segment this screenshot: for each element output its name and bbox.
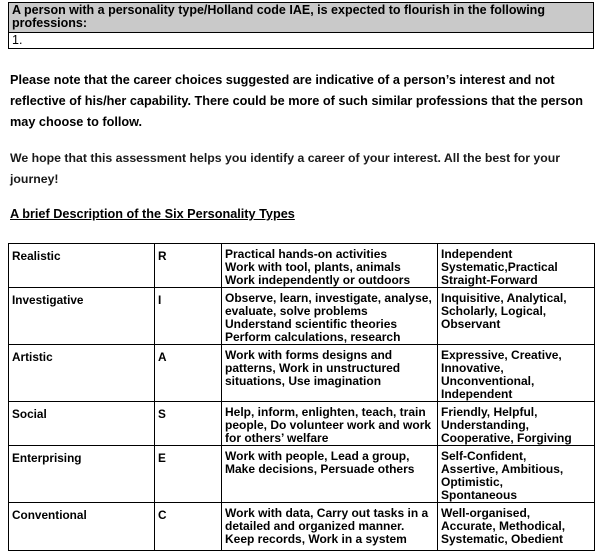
type-traits bbox=[438, 503, 595, 551]
closing-message: We hope that this assessment helps you identify a career of your interest. All the best for your journey! bbox=[10, 151, 561, 186]
type-traits bbox=[438, 244, 595, 288]
activity-line: Keep records, Work in a system bbox=[225, 532, 407, 546]
type-activities bbox=[222, 503, 438, 551]
activity-line: situations, Use imagination bbox=[225, 374, 382, 388]
activity-line: patterns, Work in unstructured bbox=[225, 361, 401, 375]
activity-line: Understand scientific theories bbox=[225, 317, 398, 331]
trait-line: Assertive, Ambitious, bbox=[441, 462, 564, 476]
type-activities bbox=[222, 446, 438, 503]
type-letter: A bbox=[155, 345, 222, 402]
trait-line: Accurate, Methodical, bbox=[441, 519, 566, 533]
type-name: Enterprising bbox=[9, 446, 155, 503]
personality-type-row bbox=[9, 244, 595, 288]
type-letter: C bbox=[155, 503, 222, 551]
professions-table bbox=[8, 2, 594, 49]
activity-line: Help, inform, enlighten, teach, train bbox=[225, 405, 426, 419]
trait-line: Friendly, Helpful, bbox=[441, 405, 538, 419]
header-title-prefix: A person with a personality type/Holland code bbox=[12, 3, 290, 17]
type-letter: S bbox=[155, 402, 222, 446]
activity-line: evaluate, solve problems bbox=[225, 304, 368, 318]
type-traits bbox=[438, 402, 595, 446]
activity-line: Make decisions, Persuade others bbox=[225, 462, 415, 476]
profession-row-1: 1. bbox=[9, 33, 594, 49]
personality-type-row bbox=[9, 503, 595, 551]
disclaimer-note: Please note that the career choices suggested are indicative of a person’s interest and not reflective of his/her capability. There could be more of such similar professions that the person may choose to follow. bbox=[10, 73, 583, 129]
type-letter: E bbox=[155, 446, 222, 503]
type-name: Artistic bbox=[9, 345, 155, 402]
trait-line: Spontaneous bbox=[441, 488, 518, 502]
type-traits bbox=[438, 345, 595, 402]
type-traits bbox=[438, 288, 595, 345]
type-name: Investigative bbox=[9, 288, 155, 345]
activity-line: Work with forms designs and bbox=[225, 348, 393, 362]
trait-line: Optimistic, bbox=[441, 475, 504, 489]
trait-line: Self-Confident, bbox=[441, 449, 527, 463]
type-letter: R bbox=[155, 244, 222, 288]
trait-line: Independent bbox=[441, 247, 513, 261]
trait-line: Innovative, bbox=[441, 361, 504, 375]
activity-line: detailed and organized manner. bbox=[225, 519, 405, 533]
trait-line: Observant bbox=[441, 317, 501, 331]
trait-line: Systematic,Practical bbox=[441, 260, 558, 274]
type-name: Realistic bbox=[9, 244, 155, 288]
activity-line: Work with tool, plants, animals bbox=[225, 260, 401, 274]
activity-line: Work independently or outdoors bbox=[225, 273, 411, 287]
activity-line: Observe, learn, investigate, analyse, bbox=[225, 291, 432, 305]
trait-line: Well-organised, bbox=[441, 506, 531, 520]
personality-types-table bbox=[8, 243, 595, 551]
trait-line: Understanding, bbox=[441, 418, 530, 432]
professions-header bbox=[9, 3, 594, 33]
trait-line: Cooperative, Forgiving bbox=[441, 431, 572, 445]
personality-type-row bbox=[9, 402, 595, 446]
activity-line: for others’ welfare bbox=[225, 431, 329, 445]
holland-code: IAE bbox=[289, 3, 311, 17]
personality-type-row bbox=[9, 288, 595, 345]
trait-line: Independent bbox=[441, 387, 513, 401]
trait-line: Systematic, Obedient bbox=[441, 532, 564, 546]
header-title-suffix: , is expected to flourish in the following bbox=[310, 3, 545, 17]
type-name: Conventional bbox=[9, 503, 155, 551]
trait-line: Straight-Forward bbox=[441, 273, 538, 287]
activity-line: people, Do volunteer work and work bbox=[225, 418, 432, 432]
type-letter: I bbox=[155, 288, 222, 345]
activity-line: Perform calculations, research bbox=[225, 330, 401, 344]
trait-line: Inquisitive, Analytical, bbox=[441, 291, 567, 305]
header-title-line2: professions: bbox=[12, 16, 88, 30]
personality-type-row bbox=[9, 446, 595, 503]
type-activities bbox=[222, 288, 438, 345]
activity-line: Work with people, Lead a group, bbox=[225, 449, 410, 463]
type-activities bbox=[222, 402, 438, 446]
trait-line: Scholarly, Logical, bbox=[441, 304, 547, 318]
trait-line: Expressive, Creative, bbox=[441, 348, 562, 362]
type-traits bbox=[438, 446, 595, 503]
trait-line: Unconventional, bbox=[441, 374, 535, 388]
personality-type-row bbox=[9, 345, 595, 402]
activity-line: Work with data, Carry out tasks in a bbox=[225, 506, 429, 520]
type-activities bbox=[222, 345, 438, 402]
section-title: A brief Description of the Six Personality Types bbox=[10, 207, 295, 221]
activity-line: Practical hands-on activities bbox=[225, 247, 388, 261]
type-activities bbox=[222, 244, 438, 288]
type-name: Social bbox=[9, 402, 155, 446]
